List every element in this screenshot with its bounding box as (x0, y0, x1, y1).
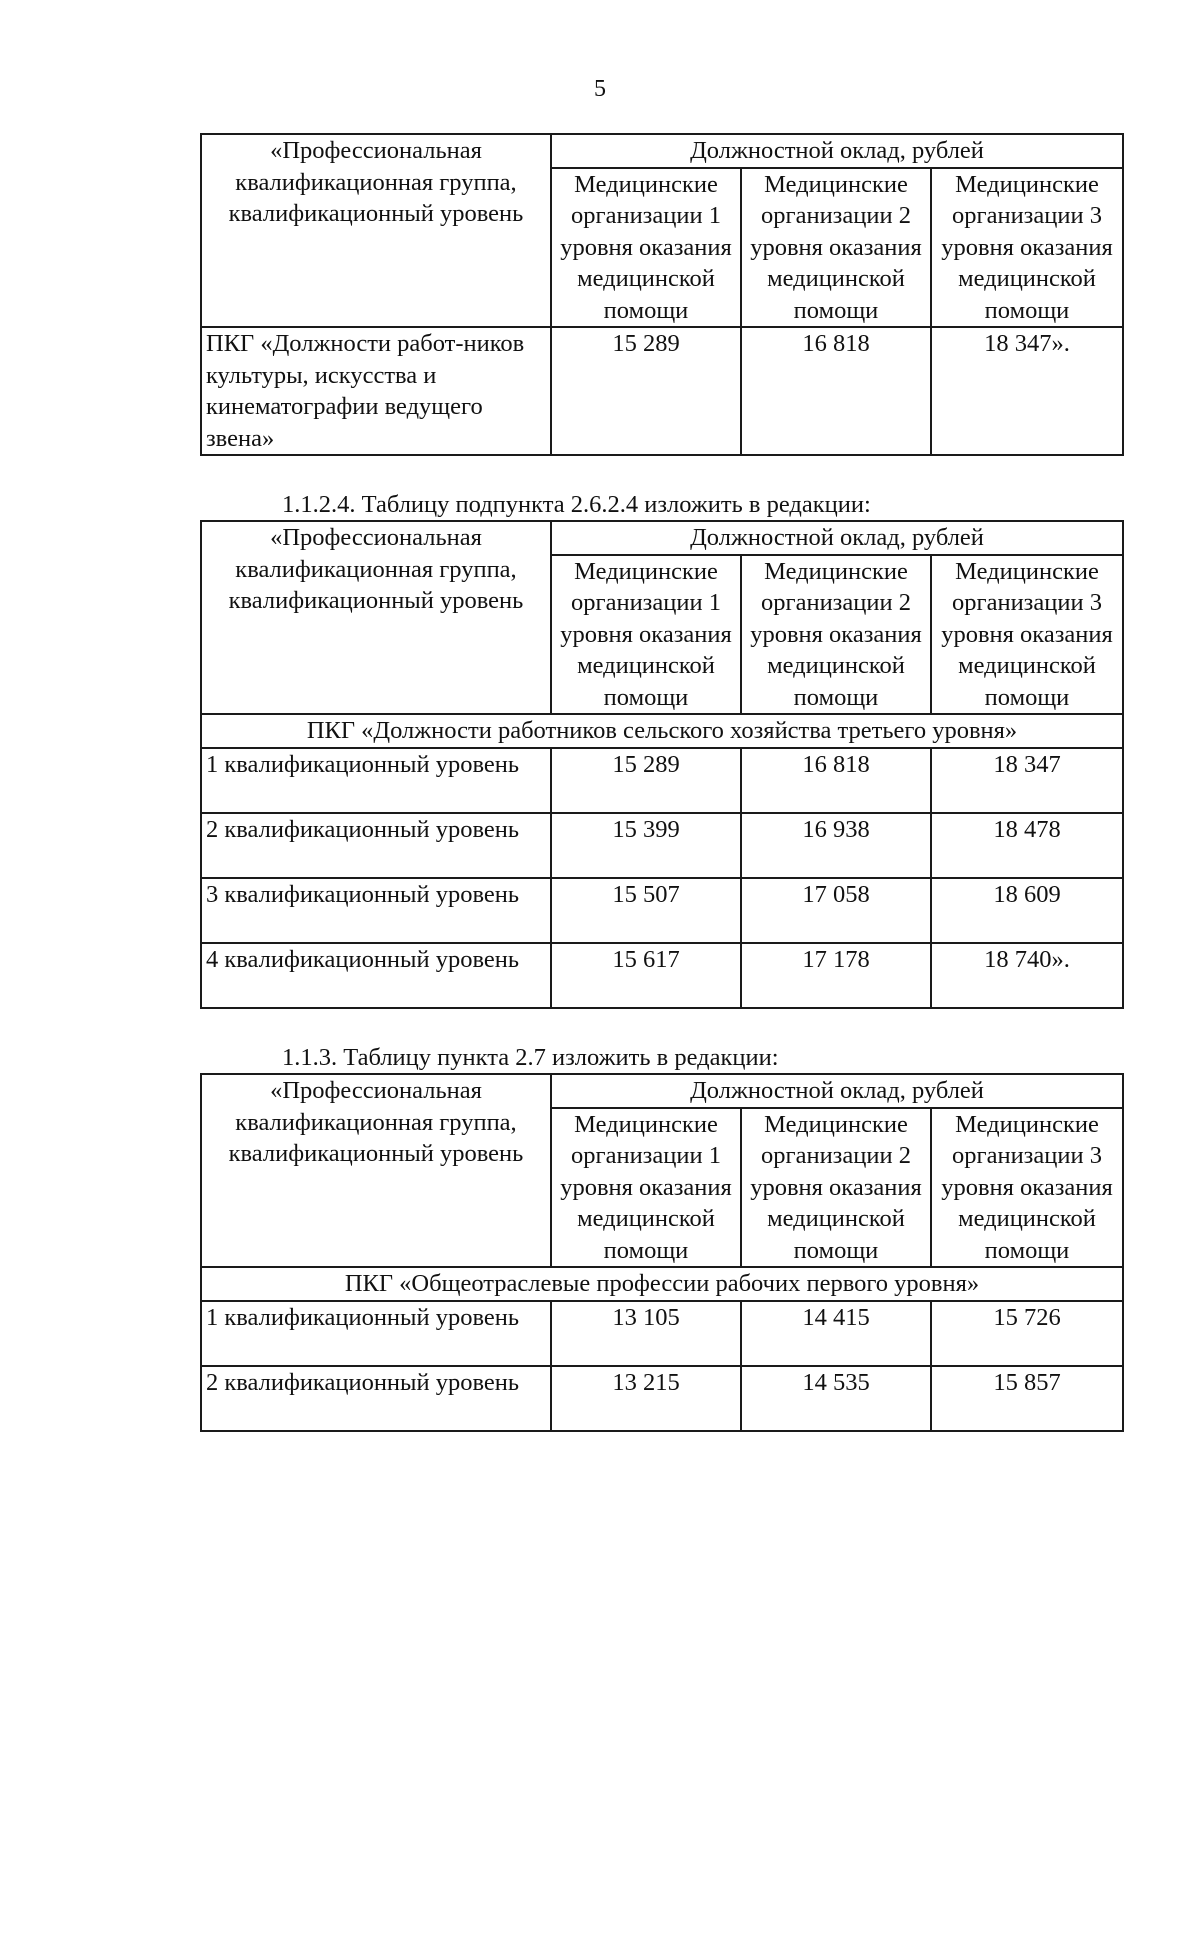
header-level-2: Медицинские организации 2 уровня оказания медицинской помощи (741, 555, 931, 715)
cell-value: 16 938 (741, 813, 931, 878)
header-salary-title: Должностной оклад, рублей (551, 134, 1123, 168)
table-row (201, 943, 1123, 1008)
table-row (201, 878, 1123, 943)
paragraph-1-1-3: 1.1.3. Таблицу пункта 2.7 изложить в редакции: (282, 1044, 779, 1071)
header-level-3: Медицинские организации 3 уровня оказания медицинской помощи (931, 168, 1123, 328)
table-row (201, 748, 1123, 813)
cell-value: 17 178 (741, 943, 931, 1008)
page-number: 5 (594, 76, 606, 102)
cell-value: 15 399 (551, 813, 741, 878)
cell-value: 14 415 (741, 1301, 931, 1366)
salary-table-workers (200, 1073, 1122, 1432)
header-level-1: Медицинские организации 1 уровня оказания медицинской помощи (551, 555, 741, 715)
cell-value: 18 740». (931, 943, 1123, 1008)
cell-value: 15 617 (551, 943, 741, 1008)
cell-value: 15 857 (931, 1366, 1123, 1431)
table-row (201, 1301, 1123, 1366)
row-label: 1 квалификационный уровень (201, 748, 551, 813)
paragraph-1-1-2-4: 1.1.2.4. Таблицу подпункта 2.6.2.4 изложить в редакции: (282, 491, 871, 518)
cell-value: 16 818 (741, 748, 931, 813)
table-row (201, 813, 1123, 878)
header-level-3: Медицинские организации 3 уровня оказания медицинской помощи (931, 1108, 1123, 1268)
salary-table-agriculture (200, 520, 1122, 1009)
header-salary-title: Должностной оклад, рублей (551, 1074, 1123, 1108)
cell-value: 15 289 (551, 327, 741, 455)
row-label: 3 квалификационный уровень (201, 878, 551, 943)
cell-value: 14 535 (741, 1366, 931, 1431)
header-salary-title: Должностной оклад, рублей (551, 521, 1123, 555)
cell-value: 18 347». (931, 327, 1123, 455)
cell-value: 13 105 (551, 1301, 741, 1366)
cell-value: 15 726 (931, 1301, 1123, 1366)
salary-table-culture (200, 133, 1122, 456)
cell-value: 18 609 (931, 878, 1123, 943)
row-label: 4 квалификационный уровень (201, 943, 551, 1008)
header-level-3: Медицинские организации 3 уровня оказания медицинской помощи (931, 555, 1123, 715)
header-level-1: Медицинские организации 1 уровня оказания медицинской помощи (551, 168, 741, 328)
pkg-title: ПКГ «Общеотраслевые профессии рабочих первого уровня» (201, 1267, 1123, 1301)
row-label: ПКГ «Должности работ-ников культуры, искусства и кинематографии ведущего звена» (201, 327, 551, 455)
header-level-2: Медицинские организации 2 уровня оказания медицинской помощи (741, 168, 931, 328)
row-label: 1 квалификационный уровень (201, 1301, 551, 1366)
row-label: 2 квалификационный уровень (201, 813, 551, 878)
cell-value: 17 058 (741, 878, 931, 943)
header-level-1: Медицинские организации 1 уровня оказания медицинской помощи (551, 1108, 741, 1268)
header-level-2: Медицинские организации 2 уровня оказания медицинской помощи (741, 1108, 931, 1268)
cell-value: 13 215 (551, 1366, 741, 1431)
cell-value: 15 289 (551, 748, 741, 813)
header-group-cell: «Профессиональная квалификационная группа, квалификационный уровень (201, 521, 551, 714)
header-group-cell: «Профессиональная квалификационная группа, квалификационный уровень (201, 134, 551, 327)
pkg-title: ПКГ «Должности работников сельского хозяйства третьего уровня» (201, 714, 1123, 748)
cell-value: 18 347 (931, 748, 1123, 813)
table-row (201, 1366, 1123, 1431)
header-group-cell: «Профессиональная квалификационная группа, квалификационный уровень (201, 1074, 551, 1267)
row-label: 2 квалификационный уровень (201, 1366, 551, 1431)
cell-value: 15 507 (551, 878, 741, 943)
cell-value: 18 478 (931, 813, 1123, 878)
cell-value: 16 818 (741, 327, 931, 455)
